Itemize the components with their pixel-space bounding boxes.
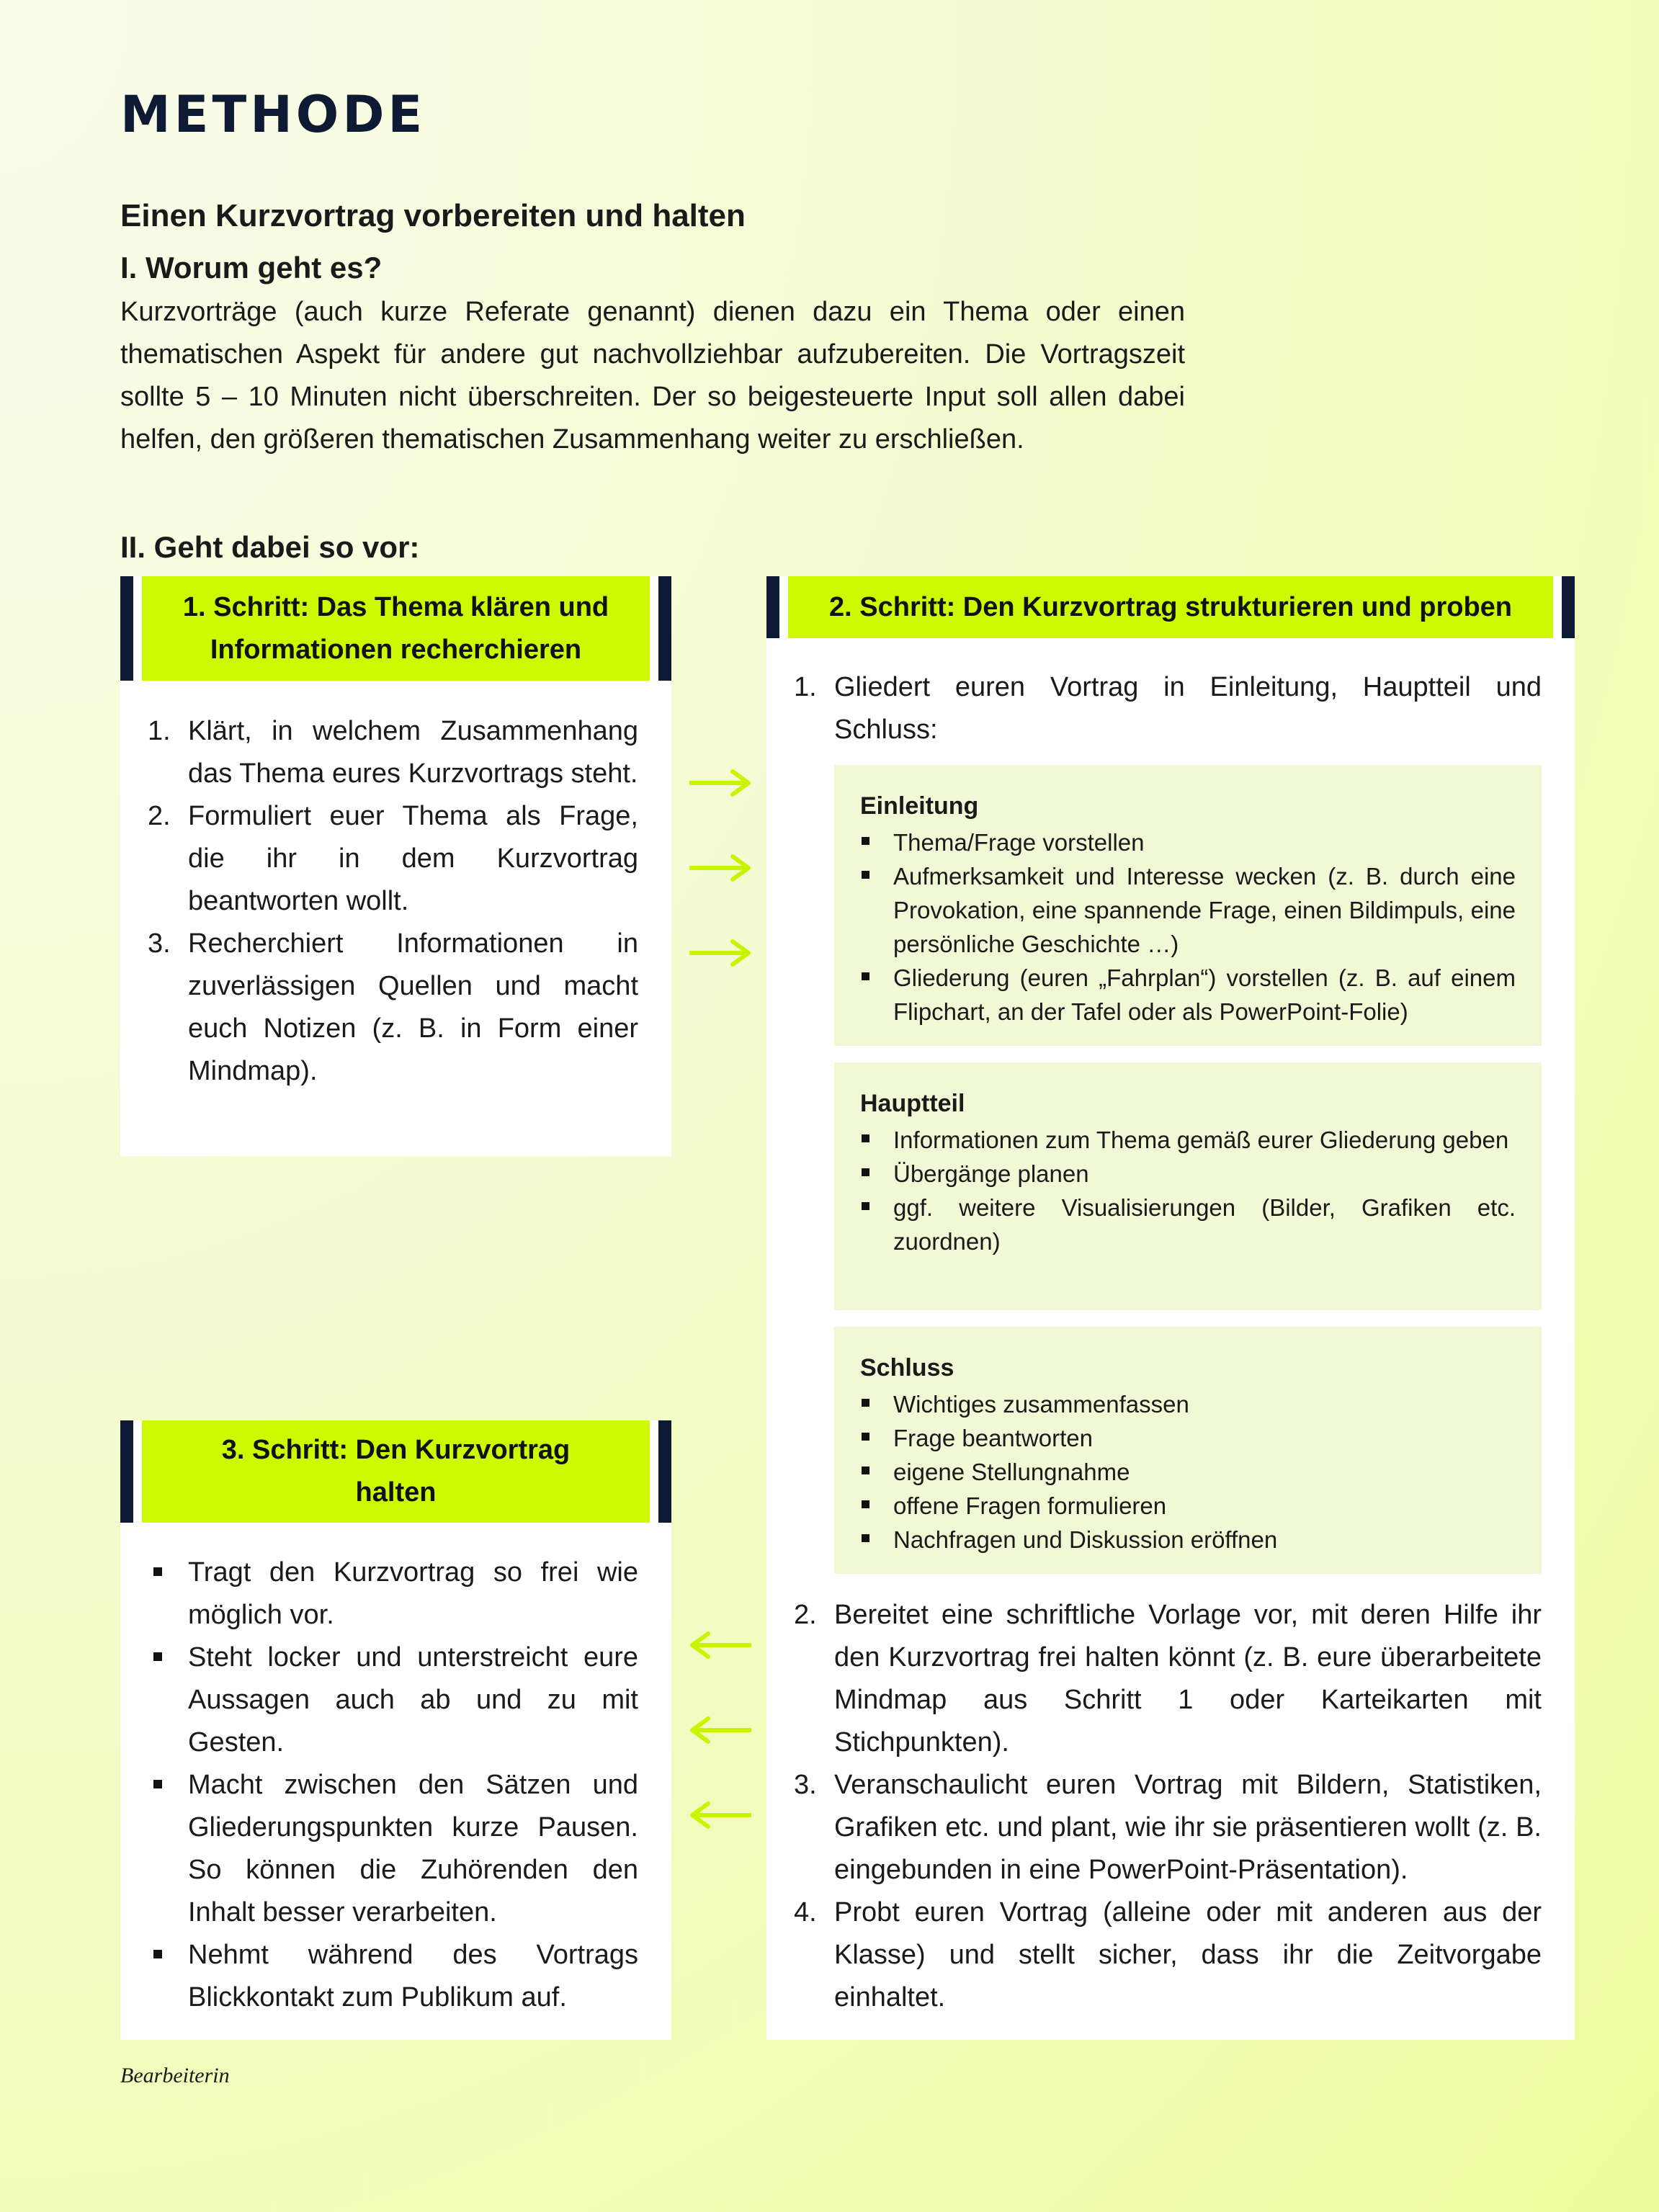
list-item: offene Fragen formulieren (860, 1489, 1516, 1523)
list-item: Frage beantworten (860, 1421, 1516, 1455)
list-item: Thema/Frage vorstellen (860, 825, 1516, 859)
list-item: ggf. weitere Visualisierungen (Bilder, Grafiken etc. zuordnen) (860, 1191, 1516, 1258)
list-item: 4. Probt euren Vortrag (alleine oder mit anderen aus der Klasse) und stellt sicher, dass ihr die Zeitvorgabe einhaltet. (794, 1897, 1542, 2012)
step3-bar-right (658, 1420, 671, 1523)
step1-list (120, 710, 638, 1093)
list-item: Nachfragen und Diskussion eröffnen (860, 1523, 1516, 1557)
hauptteil-title: Hauptteil (860, 1090, 965, 1117)
einleitung-box (834, 765, 1542, 1046)
list-item: Steht locker und unterstreicht eure Aussagen auch ab und zu mit Gesten. (120, 1636, 638, 1764)
page-title: Einen Kurzvortrag vorbereiten und halten (120, 198, 746, 233)
step2-bar-right (1562, 576, 1575, 638)
list-item: 2. Formuliert euer Thema als Frage, die ihr in dem Kurzvortrag beantworten wollt. (148, 801, 638, 916)
list-item: 3. Recherchiert Informationen in zuverlässigen Quellen und macht euch Notizen (z. B. in Form einer Mindmap). (148, 928, 638, 1086)
step3-title-line2: halten (355, 1477, 437, 1508)
step3-header (142, 1420, 650, 1523)
step2-panel (766, 576, 1575, 2040)
einleitung-title: Einleitung (860, 792, 979, 820)
step3-title-line1: 3. Schritt: Den Kurzvortrag (221, 1435, 571, 1465)
list-item: Übergänge planen (860, 1157, 1516, 1191)
step1-bar-left (120, 576, 133, 681)
list-item: 1. Klärt, in welchem Zusammenhang das Thema eures Kurzvortrags steht. (148, 716, 638, 789)
step2-bar-left (766, 576, 779, 638)
arrow-right-icon (689, 769, 753, 797)
list-item: 1. Gliedert euren Vortrag in Einleitung, Hauptteil und Schluss: (794, 672, 1542, 745)
list-item: Macht zwischen den Sätzen und Gliederungspunkten kurze Pausen. So können die Zuhörenden den Inhalt besser verarbeiten. (120, 1764, 638, 1934)
step1-title-line1: 1. Schritt: Das Thema klären und (182, 591, 609, 622)
step1-header (142, 576, 650, 681)
list-item: Aufmerksamkeit und Interesse wecken (z. B. durch eine Provokation, eine spannende Frage, einen Bildimpuls, eine persönliche Geschichte …) (860, 859, 1516, 961)
arrow-left-icon (688, 1631, 751, 1660)
hauptteil-box (834, 1062, 1542, 1310)
schluss-title: Schluss (860, 1354, 954, 1382)
step3-list (120, 1551, 638, 2019)
list-item: 2. Bereitet eine schriftliche Vorlage vor, mit deren Hilfe ihr den Kurzvortrag frei halten könnt (z. B. eure überarbeitete Mindmap aus Schritt 1 oder Karteikarten mit Stichpunkten). (794, 1600, 1542, 1757)
footer-credit: Bearbeiterin (120, 2064, 230, 2087)
section2-heading: II. Geht dabei so vor: (120, 530, 420, 564)
section1-heading: I. Worum geht es? (120, 251, 383, 285)
list-item: Tragt den Kurzvortrag so frei wie möglich vor. (120, 1551, 638, 1636)
list-item: Nehmt während des Vortrags Blickkontakt zum Publikum auf. (120, 1934, 638, 2019)
einleitung-list (860, 825, 1516, 1029)
method-label: METHODE (120, 85, 426, 144)
list-item: eigene Stellungnahme (860, 1455, 1516, 1489)
step3-bar-left (120, 1420, 133, 1523)
list-item: Gliederung (euren „Fahrplan“) vorstellen (z. B. auf einem Flipchart, an der Tafel oder als PowerPoint-Folie) (860, 961, 1516, 1029)
step1-title-line2: Informationen recherchieren (210, 634, 582, 665)
step1-panel (120, 576, 671, 1156)
step2-header: 2. Schritt: Den Kurzvortrag strukturieren und proben (788, 576, 1553, 638)
step2-list-bottom (766, 1594, 1542, 2019)
list-item: Wichtiges zusammenfassen (860, 1387, 1516, 1421)
list-item: Informationen zum Thema gemäß eurer Gliederung geben (860, 1123, 1516, 1157)
section1-text: Kurzvorträge (auch kurze Referate genannt) dienen dazu ein Thema oder einen thematischen Aspekt für andere gut nachvollziehbar aufzubereiten. Die Vortragszeit sollte 5 – 10 Minuten nicht überschreiten. Der so beigesteuerte Input soll allen dabei helfen, den größeren thematischen Zusammenhang weiter zu erschließen. (120, 297, 1185, 455)
step3-panel (120, 1420, 671, 2040)
schluss-list (860, 1387, 1516, 1557)
schluss-box (834, 1327, 1542, 1574)
list-item: 3. Veranschaulicht euren Vortrag mit Bildern, Statistiken, Grafiken etc. und plant, wie ihr sie präsentieren wollt (z. B. eingebunden in eine PowerPoint-Präsentation). (794, 1770, 1542, 1885)
arrow-left-icon (688, 1716, 751, 1745)
step1-bar-right (658, 576, 671, 681)
arrow-right-icon (689, 939, 753, 967)
hauptteil-list (860, 1123, 1516, 1258)
arrow-right-icon (689, 854, 753, 882)
arrow-left-icon (688, 1801, 751, 1830)
step2-list-top (766, 666, 1542, 751)
